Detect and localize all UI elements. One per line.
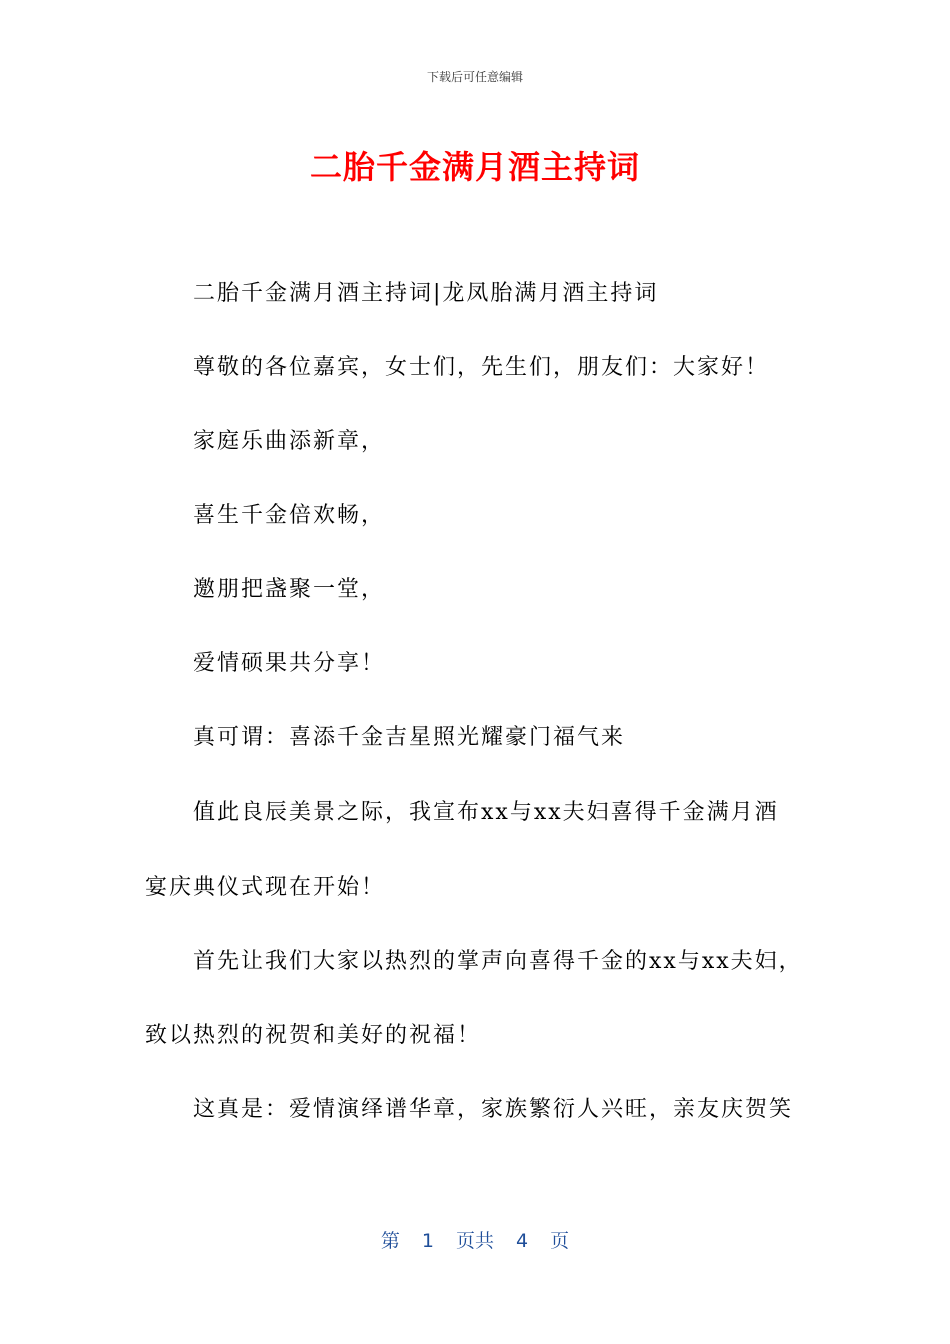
paragraph-line: 二胎千金满月酒主持词|龙凤胎满月酒主持词 bbox=[193, 281, 659, 306]
paragraph-line: 邀朋把盏聚一堂， bbox=[193, 577, 386, 602]
header-note: 下载后可任意编辑 bbox=[426, 70, 523, 84]
total-pages-number: 4 bbox=[516, 1230, 529, 1252]
paragraph-line: 宴庆典仪式现在开始！ bbox=[145, 875, 386, 900]
paragraph-line: 尊敬的各位嘉宾，女士们，先生们，朋友们：大家好！ bbox=[193, 355, 770, 380]
footer-prefix: 第 bbox=[380, 1230, 400, 1252]
paragraph-line: 这真是：爱情演绎谱华章，家族繁衍人兴旺，亲友庆贺笑 bbox=[193, 1097, 794, 1122]
paragraph-line: 家庭乐曲添新章， bbox=[193, 429, 386, 454]
paragraph-line: 真可谓：喜添千金吉星照光耀豪门福气来 bbox=[193, 725, 626, 750]
paragraph-line: 喜生千金倍欢畅， bbox=[193, 503, 386, 528]
document-title: 二胎千金满月酒主持词 bbox=[309, 148, 640, 186]
current-page-number: 1 bbox=[421, 1230, 434, 1252]
footer-suffix: 页 bbox=[550, 1230, 570, 1252]
paragraph-line: 致以热烈的祝贺和美好的祝福！ bbox=[145, 1023, 482, 1048]
paragraph-line: 首先让我们大家以热烈的掌声向喜得千金的xx与xx夫妇， bbox=[193, 949, 803, 974]
paragraph-line: 爱情硕果共分享！ bbox=[193, 651, 386, 676]
paragraph-line: 值此良辰美景之际，我宣布xx与xx夫妇喜得千金满月酒 bbox=[193, 800, 779, 825]
footer-middle: 页共 bbox=[455, 1230, 494, 1252]
page-number-footer bbox=[0, 1226, 950, 1253]
